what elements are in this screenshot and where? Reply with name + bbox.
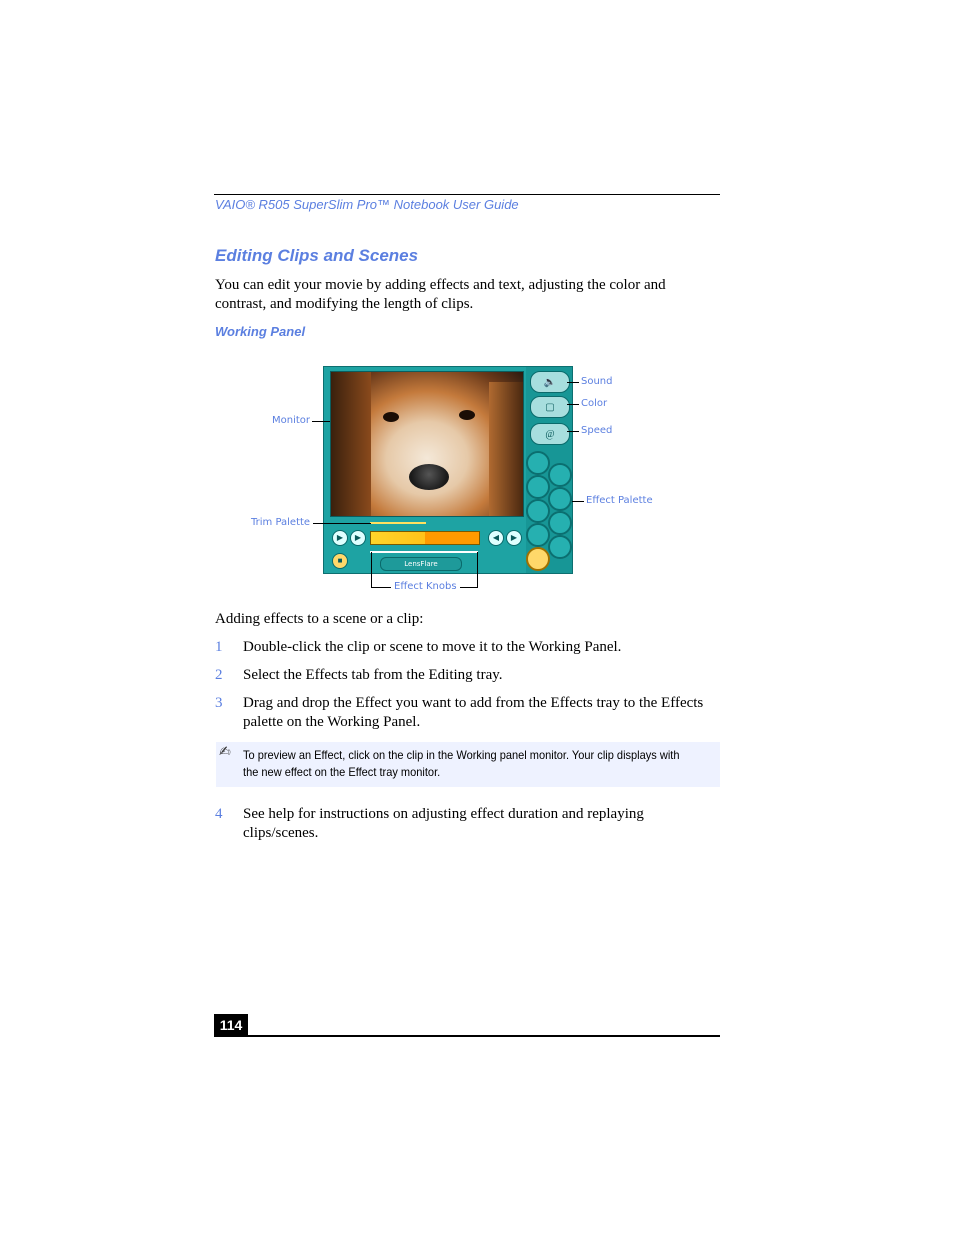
step-text: See help for instructions on adjusting effect duration and replaying clips/scenes. [243,806,644,841]
effect-slot[interactable] [526,523,550,547]
leader-effect-knobs-left [371,552,372,588]
callout-effect-knobs: Effect Knobs [394,581,457,592]
forward-icon[interactable]: ▶ [506,530,522,546]
steps-intro: Adding effects to a scene or a clip: [215,611,424,627]
step-number: 3 [215,695,223,711]
dog-ear-left [331,372,371,516]
step-text: Drag and drop the Effect you want to add from the Effects tray to the Effects palette on the Working Panel. [243,695,704,730]
leader-effect-palette [572,501,584,502]
leader-monitor [312,421,330,422]
callout-color: Color [581,398,608,409]
leader-effect-knobs-right-h [460,587,478,588]
dog-eye-right [459,410,475,420]
leader-sound [567,382,579,383]
callout-speed: Speed [581,425,613,436]
effect-side-column [526,367,572,573]
effect-slot[interactable] [526,451,550,475]
note-text: To preview an Effect, click on the clip in the Working panel monitor. Your clip displays with the new effect on the Effect tray monitor. [243,748,680,779]
effect-slot[interactable] [548,463,572,487]
figure-title: Working Panel [215,324,306,339]
effect-track-line [370,551,478,553]
pencil-note-icon: ✍ [219,744,231,760]
callout-trim-palette: Trim Palette [251,517,311,528]
effect-name-label: LensFlare [380,557,462,571]
step-text: Select the Effects tab from the Editing tray. [243,667,503,683]
leader-color [567,404,579,405]
play-icon[interactable]: ▶ [332,530,348,546]
section-title: Editing Clips and Scenes [215,246,419,265]
step-text: Double-click the clip or scene to move it to the Working Panel. [243,639,622,655]
step-number: 2 [215,667,223,683]
trim-track-line [370,522,426,524]
callout-effect-palette: Effect Palette [586,495,653,506]
effect-slot[interactable] [548,511,572,535]
stop-icon[interactable]: ■ [332,553,348,569]
effect-slot[interactable] [548,487,572,511]
leader-speed [567,431,579,432]
step-number: 1 [215,639,223,655]
speaker-icon: 🔈 [543,376,557,388]
intro-paragraph: You can edit your movie by adding effects and text, adjusting the color and contrast, and modifying the length of clips. [215,277,666,312]
color-square-icon: ▢ [545,401,555,413]
page-number: 114 [214,1014,248,1036]
effect-slot[interactable] [526,475,550,499]
header-rule [214,194,720,195]
dog-eye-left [383,412,399,422]
callout-monitor: Monitor [272,415,311,426]
step-number: 4 [215,806,223,822]
dog-nose [409,464,449,490]
step-icon[interactable]: ▶ [350,530,366,546]
leader-effect-knobs-left-h [371,587,391,588]
effect-slot[interactable] [526,499,550,523]
sound-button[interactable] [530,371,570,393]
working-panel-figure [323,366,573,574]
callout-sound: Sound [581,376,613,387]
trim-palette-bar[interactable] [370,531,480,545]
leader-effect-knobs-right [477,552,478,588]
monitor-screen [330,371,524,517]
running-head: VAIO® R505 SuperSlim Pro™ Notebook User Guide [215,197,519,212]
footer-rule [214,1035,720,1037]
speed-button[interactable] [530,423,570,445]
dog-ear-right [489,382,523,516]
leader-trim-palette [313,523,371,524]
color-button[interactable] [530,396,570,418]
speed-spiral-icon: @ [545,428,555,440]
rewind-icon[interactable]: ◀ [488,530,504,546]
effect-slot[interactable] [548,535,572,559]
apply-effect-button[interactable] [526,547,550,571]
note-box [216,742,720,787]
